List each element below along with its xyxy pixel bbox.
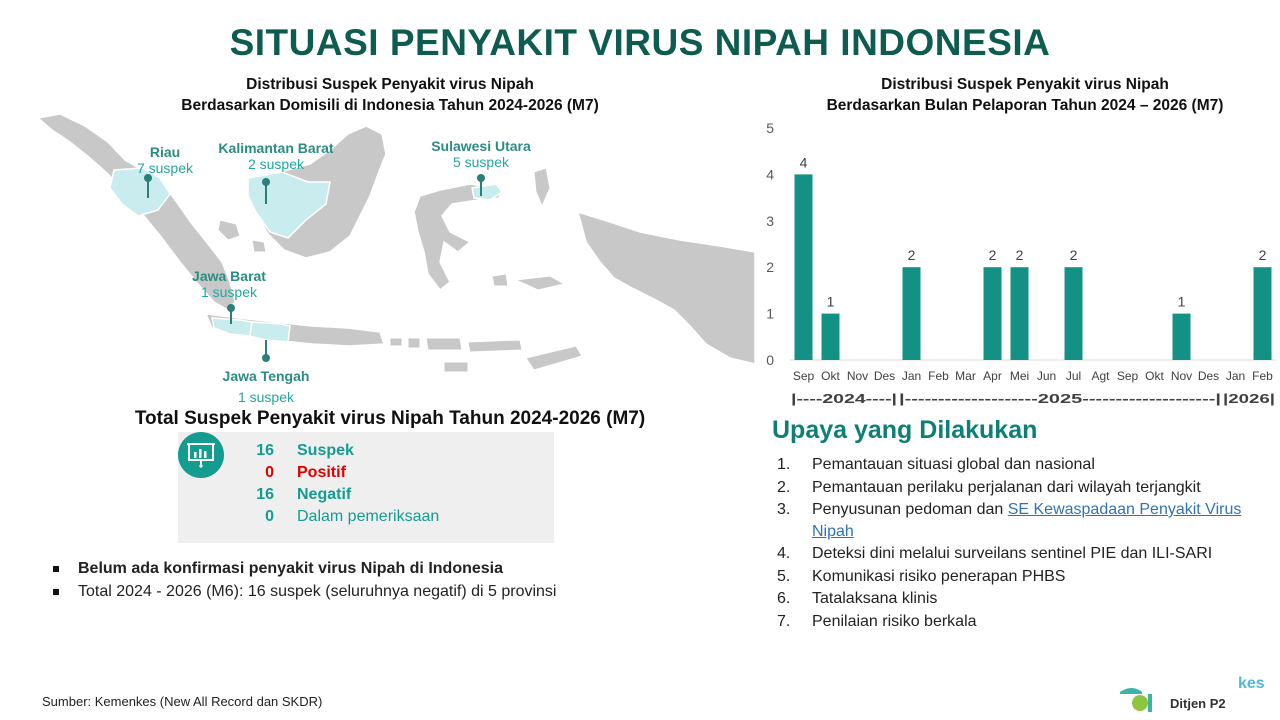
upaya-item	[774, 477, 1252, 499]
x-tick-label: Okt	[1145, 369, 1164, 383]
bar	[1011, 267, 1029, 360]
bar-chart	[760, 112, 1280, 417]
x-tick-label: Feb	[1252, 369, 1273, 383]
province-count: 7 suspek	[136, 160, 194, 176]
lombok-island	[408, 338, 420, 348]
stat-value: 16	[256, 486, 274, 503]
buru-island	[492, 274, 508, 286]
logo-kes-text: kes	[1238, 675, 1265, 692]
upaya-text: Penyusunan pedoman dan	[812, 501, 1008, 518]
upaya-num: 5.	[777, 567, 791, 585]
province-count: 1 suspek	[237, 389, 295, 405]
y-tick-label: 3	[766, 212, 774, 229]
upaya-item	[774, 543, 1252, 565]
upaya-item	[774, 611, 1252, 633]
chart-title-line2: Berdasarkan Bulan Pelaporan Tahun 2024 – 2026 (M7)	[826, 97, 1224, 114]
map-title-line1: Distribusi Suspek Penyakit virus Nipah	[246, 76, 534, 93]
sumbawa-island	[426, 338, 462, 350]
marker-jawa-tengah	[262, 340, 270, 362]
x-tick-label: Mar	[955, 369, 976, 383]
jawa-tengah-province	[250, 322, 290, 342]
upaya-title: Upaya yang Dilakukan	[772, 416, 1038, 444]
province-label-jawa-barat	[174, 268, 284, 300]
map-title-line2: Berdasarkan Domisili di Indonesia Tahun 2024-2026 (M7)	[181, 97, 599, 114]
province-label-jawa-tengah	[206, 368, 326, 405]
province-name: Jawa Barat	[192, 268, 266, 284]
key-point: Total 2024 - 2026 (M6): 16 suspek (seluruhnya negatif) di 5 provinsi	[50, 580, 740, 603]
bar	[1065, 267, 1083, 360]
province-count: 2 suspek	[247, 156, 305, 172]
upaya-list	[774, 454, 1252, 633]
year-group-label: |----2024----|	[791, 392, 897, 406]
source-note: Sumber: Kemenkes (New All Record dan SKDR)	[42, 694, 323, 709]
upaya-text: Penilaian risiko berkala	[812, 612, 977, 630]
data-label: 2	[907, 247, 916, 264]
indonesia-map	[30, 112, 755, 412]
stat-label: Positif	[297, 464, 346, 481]
upaya-item	[774, 499, 1252, 542]
bar	[1254, 267, 1272, 360]
data-label: 1	[1177, 293, 1186, 310]
x-tick-label: Jul	[1065, 369, 1082, 383]
y-tick-label: 5	[766, 120, 774, 136]
bangka-island	[218, 220, 240, 240]
province-count: 5 suspek	[452, 154, 510, 170]
stat-label: Suspek	[297, 442, 354, 459]
x-tick-label: Okt	[821, 369, 840, 383]
seram-island	[516, 276, 564, 290]
papua-island	[578, 212, 755, 364]
upaya-num: 6.	[777, 590, 791, 607]
ditjen-logo	[1118, 672, 1278, 718]
key-points-list	[50, 557, 740, 603]
upaya-item	[774, 454, 1252, 476]
x-tick-label: Jan	[1225, 369, 1246, 383]
upaya-text: Tatalaksana klinis	[812, 590, 938, 607]
stat-value: 0	[265, 464, 274, 481]
upaya-item	[774, 588, 1252, 610]
y-tick-label: 4	[766, 166, 774, 183]
province-label-sulawesi-utara	[416, 138, 546, 170]
province-label-riau	[110, 144, 220, 176]
chart-title-line1: Distribusi Suspek Penyakit virus Nipah	[881, 76, 1169, 93]
province-count: 1 suspek	[200, 284, 258, 300]
bar	[795, 174, 813, 360]
kemenkes-logo-icon	[1118, 672, 1166, 716]
se-kewaspadaan-link[interactable]: SE Kewaspadaan Penyakit Virus Nipah	[812, 501, 1242, 540]
x-tick-label: Des	[1197, 369, 1220, 383]
bar-chart-svg	[760, 112, 1280, 417]
upaya-item	[774, 566, 1252, 588]
halmahera-island	[534, 168, 550, 206]
bar	[822, 314, 840, 360]
logo-text: Ditjen P2	[1170, 696, 1226, 711]
y-tick-label: 0	[766, 352, 774, 368]
upaya-text: Komunikasi risiko penerapan PHBS	[812, 567, 1066, 585]
presentation-board-icon	[178, 432, 224, 478]
stat-label: Negatif	[297, 486, 352, 503]
upaya-num: 3.	[777, 501, 791, 518]
year-group-label: |2026|	[1223, 392, 1275, 406]
upaya-text: Pemantauan perilaku perjalanan dari wilayah terjangkit	[812, 478, 1201, 496]
data-label: 4	[799, 154, 808, 171]
x-tick-label: Des	[873, 369, 896, 383]
year-group-label: |--------------------2025--------------------|	[899, 392, 1221, 406]
upaya-num: 2.	[777, 478, 791, 496]
x-tick-label: Sep	[1116, 369, 1139, 383]
province-label-kalimantan-barat	[206, 140, 346, 172]
upaya-text: Pemantauan situasi global dan nasional	[812, 456, 1095, 473]
bar	[1173, 314, 1191, 360]
data-label: 2	[1258, 247, 1267, 264]
timor-island	[526, 346, 582, 370]
x-tick-label: Nov	[1170, 369, 1193, 383]
flores-island	[468, 340, 522, 352]
x-tick-label: Nov	[846, 369, 869, 383]
x-tick-label: Sep	[792, 369, 815, 383]
x-tick-label: Apr	[983, 369, 1002, 383]
x-tick-label: Feb	[928, 369, 949, 383]
x-tick-label: Mei	[1009, 369, 1030, 383]
upaya-text: Deteksi dini melalui surveilans sentinel PIE dan ILI-SARI	[812, 545, 1213, 562]
data-label: 2	[1069, 247, 1078, 264]
bar	[903, 267, 921, 360]
data-label: 2	[988, 247, 997, 264]
data-label: 2	[1015, 247, 1024, 264]
x-tick-label: Jun	[1036, 369, 1057, 383]
y-tick-label: 2	[766, 259, 774, 276]
upaya-num: 1.	[777, 456, 791, 473]
stat-value: 0	[265, 508, 274, 525]
province-name: Sulawesi Utara	[431, 138, 531, 154]
x-tick-label: Agt	[1091, 369, 1110, 383]
bali-island	[390, 338, 402, 346]
upaya-num: 4.	[777, 545, 791, 562]
province-name: Jawa Tengah	[222, 368, 310, 384]
x-tick-label: Jan	[901, 369, 922, 383]
total-title: Total Suspek Penyakit virus Nipah Tahun 2024-2026 (M7)	[134, 408, 646, 429]
belitung-island	[252, 240, 266, 252]
key-point: Belum ada konfirmasi penyakit virus Nipah di Indonesia	[50, 557, 740, 580]
province-name: Riau	[149, 144, 181, 160]
stat-label: Dalam pemeriksaan	[297, 508, 440, 525]
map-title	[30, 74, 750, 116]
total-summary-box	[178, 432, 554, 543]
bar	[984, 267, 1002, 360]
chart-title	[765, 74, 1280, 116]
data-label: 1	[826, 293, 835, 310]
page-title: SITUASI PENYAKIT VIRUS NIPAH INDONESIA	[229, 22, 1051, 63]
sumba-island	[444, 362, 468, 372]
y-tick-label: 1	[766, 305, 774, 322]
upaya-num: 7.	[777, 612, 791, 630]
province-name: Kalimantan Barat	[218, 140, 334, 156]
stat-value: 16	[256, 442, 274, 459]
